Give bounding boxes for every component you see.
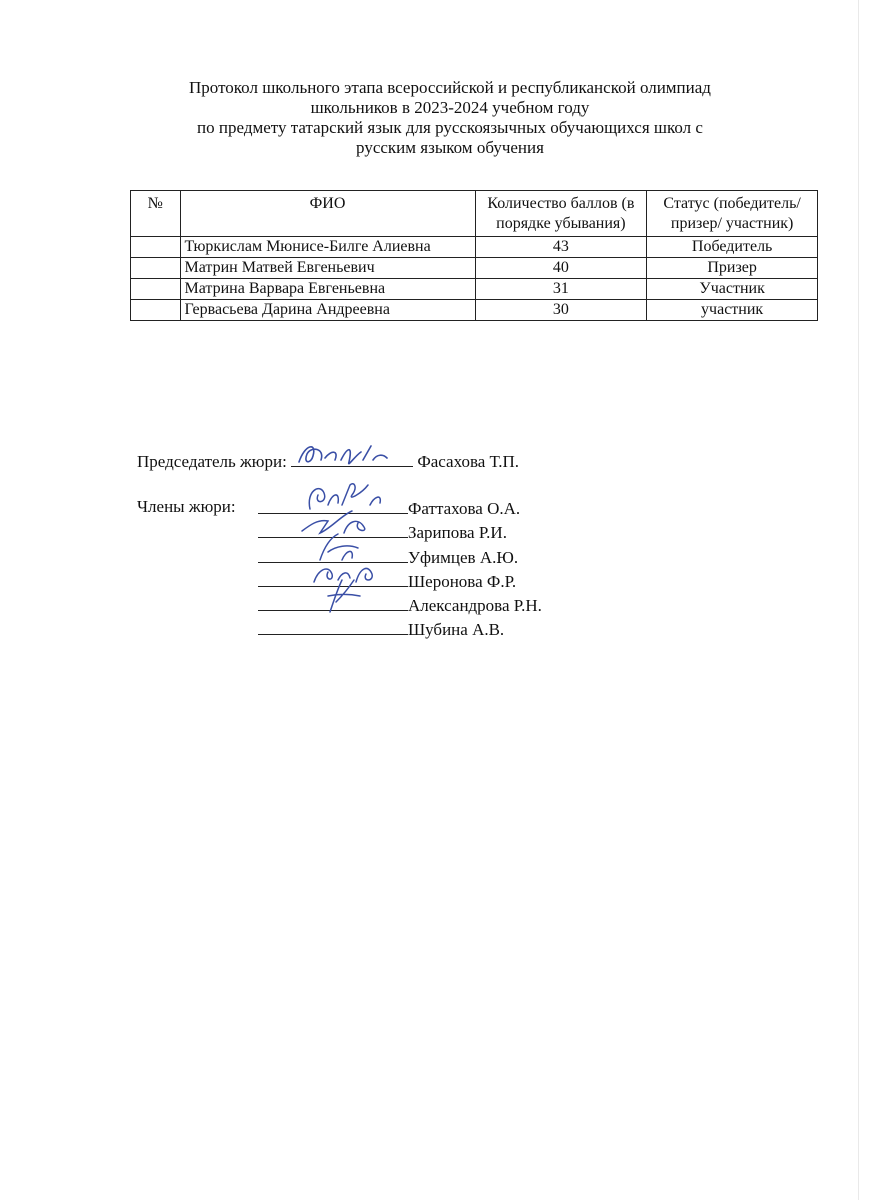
header-status: Статус (победитель/ призер/ участник) — [647, 191, 818, 237]
header-score: Количество баллов (в порядке убывания) — [475, 191, 647, 237]
row-num — [131, 237, 181, 258]
scan-edge — [858, 0, 859, 1200]
member-name: Уфимцев А.Ю. — [408, 548, 519, 567]
row-score: 31 — [475, 279, 647, 300]
table-header-row — [131, 191, 818, 237]
row-status: Призер — [647, 258, 818, 279]
member-name: Александрова Р.Н. — [408, 596, 542, 615]
document-title — [140, 78, 760, 158]
table-row — [131, 300, 818, 321]
member-name: Шеронова Ф.Р. — [408, 572, 517, 591]
title-line-4: русским языком обучения — [356, 138, 544, 157]
row-fio: Гервасьева Дарина Андреевна — [180, 300, 475, 321]
chair-signature — [291, 438, 401, 472]
chair-label: Председатель жюри: — [137, 452, 287, 471]
member-name: Шубина А.В. — [408, 620, 505, 639]
header-num: № — [131, 191, 181, 237]
chair-signature-line — [291, 450, 413, 467]
row-fio: Матрина Варвара Евгеньевна — [180, 279, 475, 300]
member-signature-line — [258, 618, 408, 635]
title-line-3: по предмету татарский язык для русскоязычных обучающихся школ с — [197, 118, 703, 137]
table-row — [131, 237, 818, 258]
row-score: 30 — [475, 300, 647, 321]
member-name: Фаттахова О.А. — [408, 499, 521, 518]
member-signature — [258, 576, 408, 616]
member-name: Зарипова Р.И. — [408, 523, 507, 542]
row-fio: Тюркислам Мюнисе-Билге Алиевна — [180, 237, 475, 258]
member-signature-line — [258, 594, 408, 611]
title-line-2: школьников в 2023-2024 учебном году — [310, 98, 590, 117]
row-status: Победитель — [647, 237, 818, 258]
member-row — [258, 618, 504, 640]
table-row — [131, 258, 818, 279]
row-num — [131, 300, 181, 321]
header-fio: ФИО — [180, 191, 475, 237]
chair-name: Фасахова Т.П. — [417, 452, 519, 471]
results-table — [130, 190, 818, 321]
row-num — [131, 279, 181, 300]
title-line-1: Протокол школьного этапа всероссийской и республиканской олимпиад — [189, 78, 711, 97]
row-score: 43 — [475, 237, 647, 258]
member-row — [258, 594, 542, 616]
row-score: 40 — [475, 258, 647, 279]
row-status: Участник — [647, 279, 818, 300]
jury-chair-line — [137, 450, 519, 472]
members-label: Члены жюри: — [137, 497, 236, 516]
row-num — [131, 258, 181, 279]
table-row — [131, 279, 818, 300]
row-fio: Матрин Матвей Евгеньевич — [180, 258, 475, 279]
row-status: участник — [647, 300, 818, 321]
members-label-line — [137, 497, 236, 517]
